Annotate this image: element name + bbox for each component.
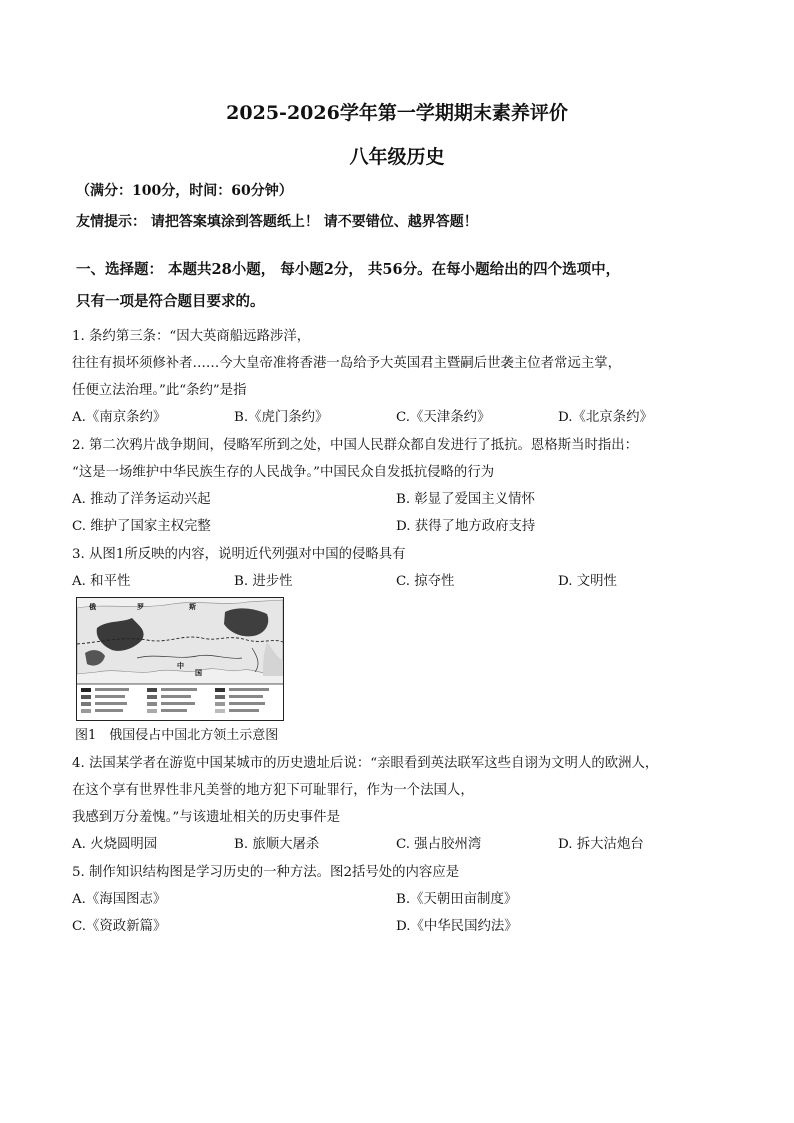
question-5-option-d[interactable]: D.《中华民国约法》 [396,919,518,934]
map-label-e: 俄 [89,602,96,611]
question-2-option-a[interactable]: A. 推动了洋务运动兴起 [72,492,211,507]
map-label-zhong: 中 [177,661,184,670]
question-4-line-3: 我感到万分羞愧。”与该遗址相关的历史事件是 [72,810,340,825]
question-2-line-1: 2. 第二次鸦片战争期间，侵略军所到之处，中国人民群众都自发进行了抵抗。恩格斯当时指出： [72,438,639,453]
question-1-option-c[interactable]: C.《天津条约》 [396,410,491,425]
figure-1-caption: 图1 俄国侵占中国北方领土示意图 [75,728,279,743]
question-5-line-1: 5. 制作知识结构图是学习历史的一种方法。图2括号处的内容应是 [72,865,460,880]
question-3-option-c[interactable]: C. 掠夺性 [396,574,455,589]
map-illustration [77,598,283,720]
question-2-option-d[interactable]: D. 获得了地方政府支持 [396,519,536,534]
question-4-option-c[interactable]: C. 强占胶州湾 [396,837,482,852]
map-label-luo: 罗 [137,602,144,611]
question-5-option-a[interactable]: A.《海国图志》 [72,892,167,907]
question-3-option-a[interactable]: A. 和平性 [72,574,131,589]
question-2-option-c[interactable]: C. 维护了国家主权完整 [72,519,211,534]
question-3-line-1: 3. 从图1所反映的内容，说明近代列强对中国的侵略具有 [72,547,406,562]
question-1-line-3: 任便立法治理。”此“条约”是指 [72,383,247,398]
figure-1-map [76,597,284,721]
question-4-option-b[interactable]: B. 旅顺大屠杀 [234,837,320,852]
section-heading-cont: 只有一项是符合题目要求的。 [76,293,265,310]
friendly-notice: 友情提示： 请把答案填涂到答题纸上！ 请不要错位、越界答题！ [76,214,478,230]
question-1-line-1: 1. 条约第三条：“因大英商船远路涉洋， [72,329,311,344]
question-3-option-d[interactable]: D. 文明性 [558,574,617,589]
question-4-option-d[interactable]: D. 拆大沽炮台 [558,837,644,852]
score-time-info: （满分：100分，时间：60分钟） [76,183,293,199]
question-1-option-a[interactable]: A.《南京条约》 [72,410,167,425]
question-1-option-d[interactable]: D.《北京条约》 [558,410,653,425]
question-5-option-b[interactable]: B.《天朝田亩制度》 [396,892,518,907]
map-label-si: 斯 [189,602,196,611]
exam-subtitle: 八年级历史 [349,146,445,168]
question-1-line-2: 往往有损坏须修补者……今大皇帝准将香港一岛给予大英国君主暨嗣后世袭主位者常远主掌， [72,356,622,371]
question-4-line-2: 在这个享有世界性非凡美誉的地方犯下可耻罪行，作为一个法国人， [72,783,474,798]
question-2-line-2: “这是一场维护中华民族生存的人民战争。”中国民众自发抵抗侵略的行为 [72,465,495,480]
question-5-option-c[interactable]: C.《资政新篇》 [72,919,167,934]
question-3-option-b[interactable]: B. 进步性 [234,574,293,589]
question-1-option-b[interactable]: B.《虎门条约》 [234,410,329,425]
question-4-line-1: 4. 法国某学者在游览中国某城市的历史遗址后说：“亲眼看到英法联军这些自诩为文明人的欧洲人， [72,756,659,771]
map-label-guo: 国 [195,668,202,677]
question-4-option-a[interactable]: A. 火烧圆明园 [72,837,158,852]
section-heading: 一、选择题： 本题共28小题， 每小题2分， 共56分。在每小题给出的四个选项中， [76,261,621,278]
question-2-option-b[interactable]: B. 彰显了爱国主义情怀 [396,492,535,507]
exam-title: 2025-2026学年第一学期期末素养评价 [226,102,568,124]
